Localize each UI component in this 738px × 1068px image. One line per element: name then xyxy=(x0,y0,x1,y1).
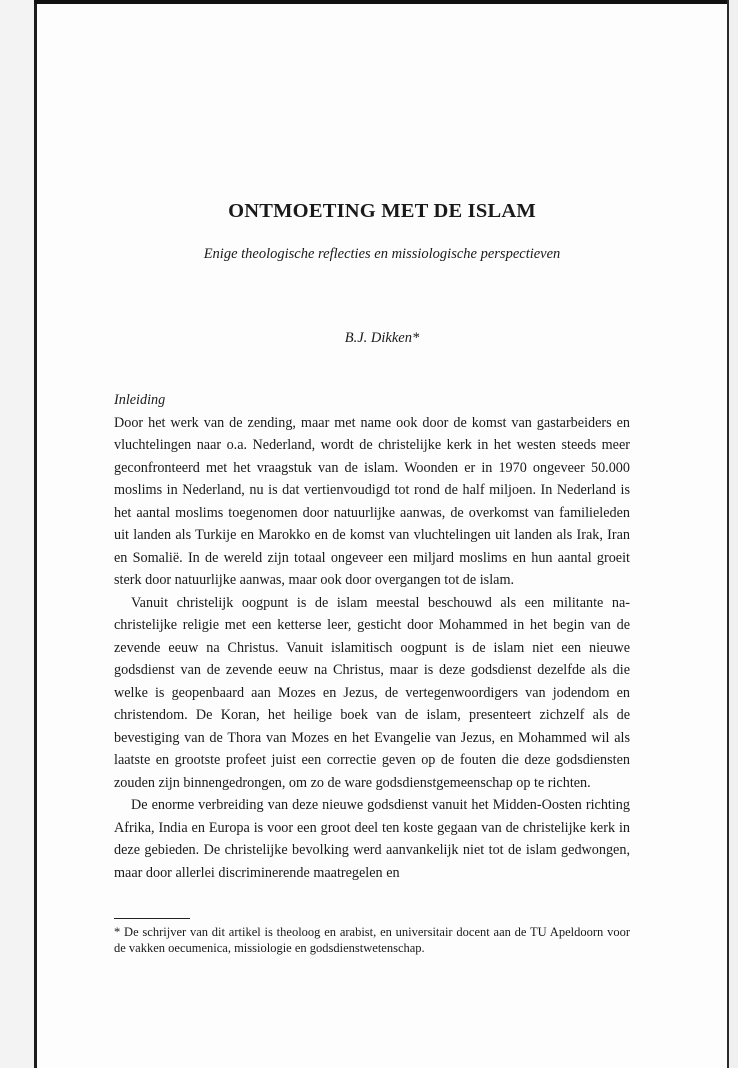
scan-left-edge xyxy=(34,0,37,1068)
article-body xyxy=(114,389,630,884)
article-author: B.J. Dikken* xyxy=(344,330,420,346)
scan-left-margin xyxy=(0,0,36,1068)
paragraph: Door het werk van de zending, maar met name ook door de komst van gastarbeiders en vluchtelingen naar o.a. Nederland, wordt de christelijke kerk in het westen steeds meer geconfronteerd met het vraagstuk van de islam. Woonden er in 1970 ongeveer 50.000 moslims in Nederland, nu is dat vertienvoudigd tot rond de half miljoen. In Nederland is het aantal moslims toegenomen door natuurlijke aanwas, de overkomst van familieleden uit landen als Turkije en Marokko en de komst van vluchtelingen uit landen als Irak, Iran en Somalië. In de wereld zijn totaal ongeveer een miljard moslims en hun aantal groeit sterk door natuurlijke aanwas, maar ook door overgangen tot de islam. xyxy=(114,414,630,588)
article-subtitle: Enige theologische reflecties en missiologische perspectieven xyxy=(203,246,561,262)
section-heading: Inleiding xyxy=(114,392,166,408)
footnote-rule xyxy=(114,918,190,919)
scan-right-margin xyxy=(729,0,738,1068)
paragraph: Vanuit christelijk oogpunt is de islam meestal beschouwd als een militante na-christelijke religie met een ketterse leer, gesticht door Mohammed in het begin van de zevende eeuw na Christus. Vanuit islamitisch oogpunt is de islam niet een nieuwe godsdienst van de zevende eeuw na Christus, maar is deze godsdienst dezelfde als die welke is geopenbaard aan Mozes en Jezus, de vertegenwoordigers van jodendom en christendom. De Koran, het heilige boek van de islam, presenteert zichzelf als de bevestiging van de Thora van Mozes en het Evangelie van Jezus, en Mohammed wil als laatste en grootste profeet juist een correctie geven op de fouten die deze godsdiensten zouden zijn binnengedrongen, om zo de ware godsdienstgemeenschap op te richten. xyxy=(114,594,630,791)
article-title: ONTMOETING MET DE ISLAM xyxy=(228,200,536,222)
paragraph: De enorme verbreiding van deze nieuwe godsdienst vanuit het Midden-Oosten richting Afrika, India en Europa is voor een groot deel ten koste gegaan van de christelijke kerk in deze gebieden. De christelijke bevolking werd aanvankelijk niet tot de islam gedwongen, maar door allerlei discriminerende maatregelen en xyxy=(114,797,630,881)
scan-top-edge xyxy=(34,0,738,4)
footnote: * De schrijver van dit artikel is theoloog en arabist, en universitair docent aan de TU Apeldoorn voor de vakken oecumenica, missiologie en godsdienstwetenschap. xyxy=(114,925,630,955)
